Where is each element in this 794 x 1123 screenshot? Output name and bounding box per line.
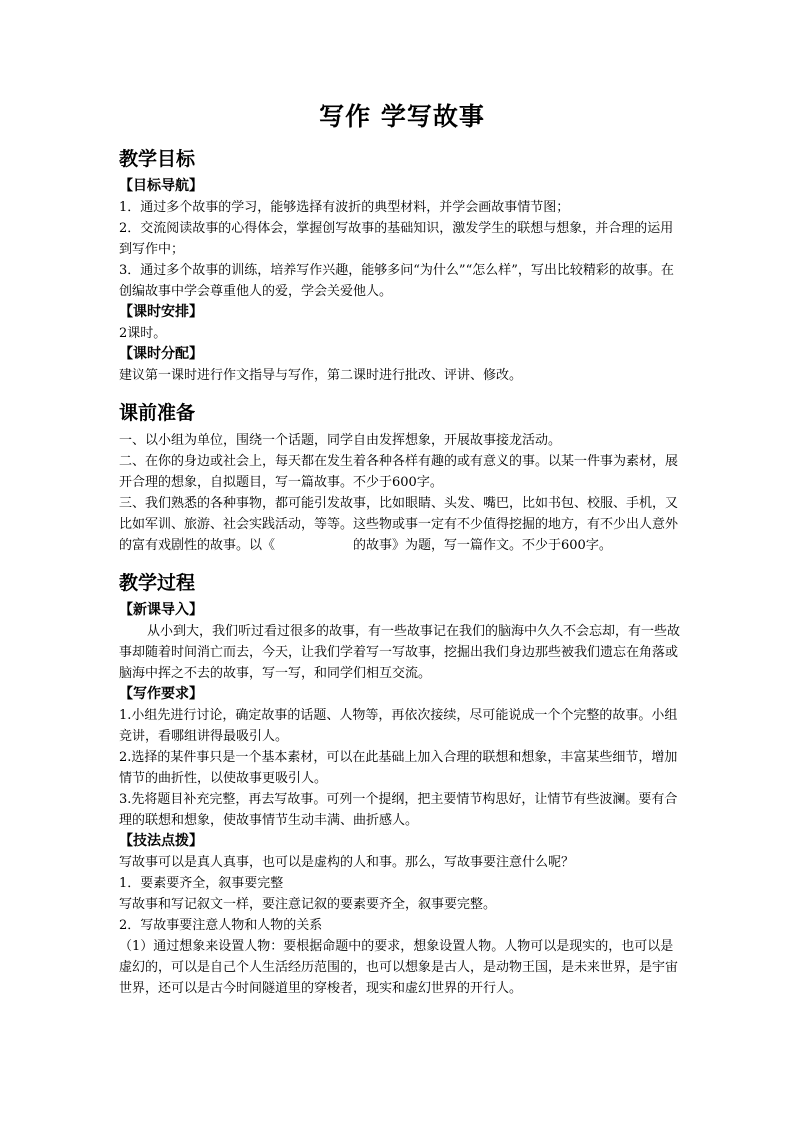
technique-point-heading: 2．写故事要注意人物和人物的关系 (119, 918, 323, 933)
preparation-item-text: 三、我们熟悉的各种事物，都可能引发故事，比如眼睛、头发、嘴巴，比如书包、校服、手机，又比如军训、旅游、社会实践活动，等等。这些物或事一定有不少值得挖掘的地方，有不少出人意外的富有戏剧性的故事。以《 (119, 496, 679, 553)
class-hours-text: 2课时。 (119, 326, 167, 341)
section-heading-preparation: 课前准备 (119, 402, 196, 424)
class-distribution-text: 建议第一课时进行作文指导与写作，第二课时进行批改、评讲、修改。 (119, 368, 523, 383)
intro-label: 【新课导入】 (119, 602, 203, 618)
intro-paragraph: 从小到大，我们听过看过很多的故事，有一些故事记在我们的脑海中久久不会忘却，有一些故事却随着时间消亡而去，今天，让我们学着写一写故事，挖掘出我们身边那些被我们遗忘在角落或脑海中挥之不去的故事，写一写，和同学们相互交流。 (119, 624, 681, 681)
section-heading-goals: 教学目标 (119, 148, 196, 170)
class-distribution-label: 【课时分配】 (119, 346, 203, 362)
preparation-item-text: 的故事》为题，写一篇作文。不少于600字。 (353, 538, 612, 553)
goal-item: 3．通过多个故事的训练，培养写作兴趣，能够多问“为什么”“怎么样”，写出比较精彩的故事。在创编故事中学会尊重他人的爱，学会关爱他人。 (119, 263, 674, 299)
goal-item: 2．交流阅读故事的心得体会，掌握创写故事的基础知识，激发学生的联想与想象，并合理的运用到写作中； (119, 221, 674, 257)
document-body (119, 100, 685, 999)
preparation-item (119, 493, 685, 556)
goal-navigation-label: 【目标导航】 (119, 178, 203, 194)
preparation-item: 二、在你的身边或社会上，每天都在发生着各种各样有趣的或有意义的事。以某一件事为素材，展开合理的想象，自拟题目，写一篇故事。不少于600字。 (119, 454, 679, 490)
goal-item: 1．通过多个故事的学习，能够选择有波折的典型材料，并学会画故事情节图； (119, 200, 570, 215)
requirement-item: 3.先将题目补充完整，再去写故事。可列一个提纲，把主要情节构思好，让情节有些波澜。要有合理的联想和想象，使故事情节生动丰满、曲折感人。 (119, 792, 678, 828)
writing-requirements-label: 【写作要求】 (119, 686, 203, 702)
requirement-item: 1.小组先进行讨论，确定故事的话题、人物等，再依次接续，尽可能说成一个个完整的故事。小组竞讲，看哪组讲得最吸引人。 (119, 708, 678, 744)
requirement-item: 2.选择的某件事只是一个基本素材，可以在此基础上加入合理的联想和想象，丰富某些细节，增加情节的曲折性，以使故事更吸引人。 (119, 750, 678, 786)
class-hours-label: 【课时安排】 (119, 304, 203, 320)
technique-label: 【技法点拨】 (119, 833, 203, 849)
technique-point-heading: 1．要素要齐全，叙事要完整 (119, 876, 284, 891)
preparation-item: 一、以小组为单位，围绕一个话题，同学自由发挥想象，开展故事接龙活动。 (119, 433, 562, 448)
technique-point-body: （1）通过想象来设置人物：要根据命题中的要求，想象设置人物。人物可以是现实的，也可以是虚幻的，可以是自己个人生活经历范围的，也可以想象是古人，是动物王国，是未来世界，是宇宙世界，还可以是古今时间隧道里的穿梭者，现实和虚幻世界的开行人。 (119, 939, 679, 996)
section-heading-process: 教学过程 (119, 572, 196, 594)
technique-point-body: 写故事和写记叙文一样，要注意记叙的要素要齐全，叙事要完整。 (119, 897, 497, 912)
page-title: 写作 学写故事 (319, 102, 485, 131)
technique-intro: 写故事可以是真人真事，也可以是虚构的人和事。那么，写故事要注意什么呢？ (119, 855, 575, 870)
